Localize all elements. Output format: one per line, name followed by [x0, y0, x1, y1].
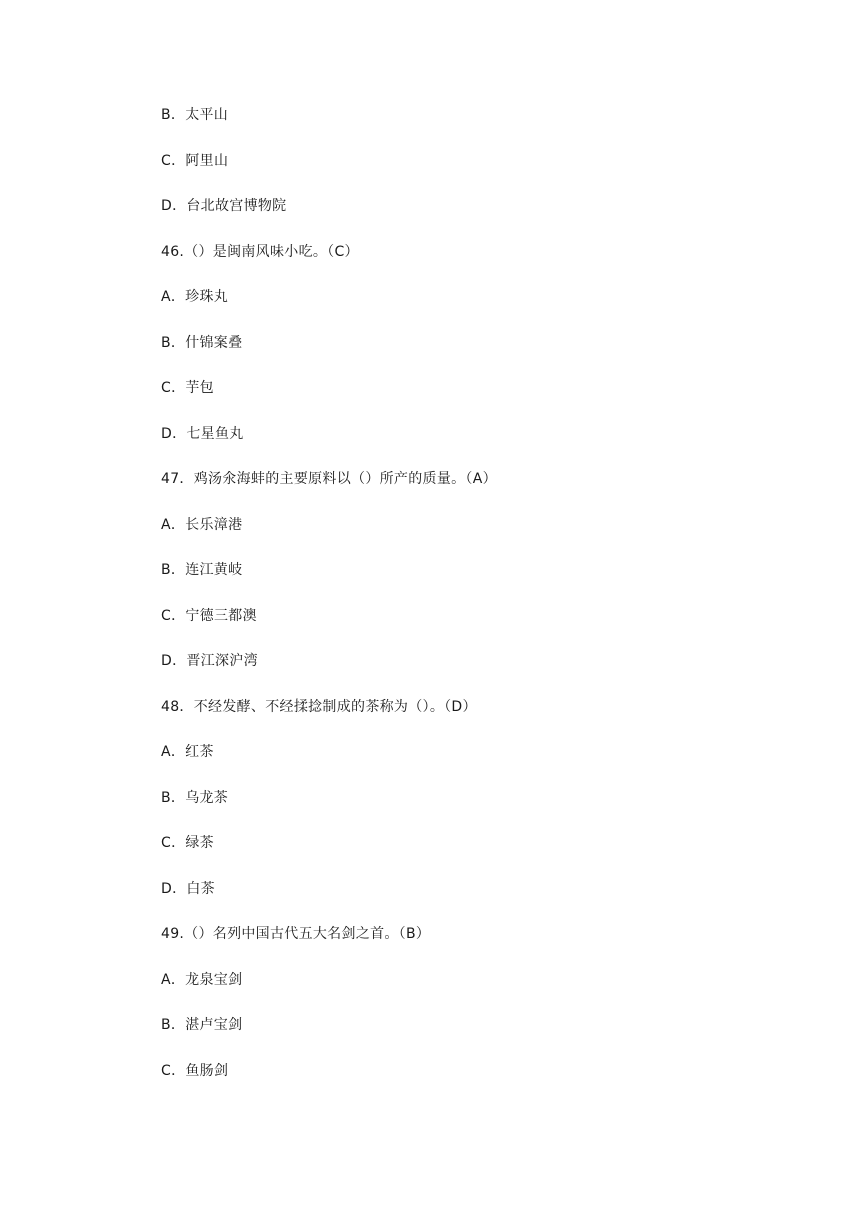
option-line: C．绿茶	[161, 835, 214, 851]
question-line: 49.（）名列中国古代五大名剑之首。（B）	[161, 926, 431, 942]
option-line: D．七星鱼丸	[161, 426, 244, 442]
option-line: D．晋江深沪湾	[161, 653, 258, 669]
option-line: C．阿里山	[161, 153, 229, 169]
option-line: C．宁德三都澳	[161, 608, 257, 624]
question-line: 47．鸡汤氽海蚌的主要原料以（）所产的质量。（A）	[161, 471, 497, 487]
question-line: 48．不经发酵、不经揉捻制成的茶称为（）。（D）	[161, 699, 477, 715]
option-line: C．芋包	[161, 380, 214, 396]
option-line: B．湛卢宝剑	[161, 1017, 243, 1033]
option-line: B．乌龙茶	[161, 790, 229, 806]
option-line: A．珍珠丸	[161, 289, 229, 305]
option-line: B．太平山	[161, 107, 229, 123]
option-line: A．长乐漳港	[161, 517, 243, 533]
option-line: D．白茶	[161, 881, 215, 897]
option-line: B．连江黄岐	[161, 562, 243, 578]
option-line: C．鱼肠剑	[161, 1063, 229, 1079]
option-line: D．台北故宫博物院	[161, 198, 287, 214]
option-line: A．红茶	[161, 744, 214, 760]
question-line: 46.（）是闽南风味小吃。（C）	[161, 244, 359, 260]
option-line: A．龙泉宝剑	[161, 972, 243, 988]
option-line: B．什锦案叠	[161, 335, 243, 351]
